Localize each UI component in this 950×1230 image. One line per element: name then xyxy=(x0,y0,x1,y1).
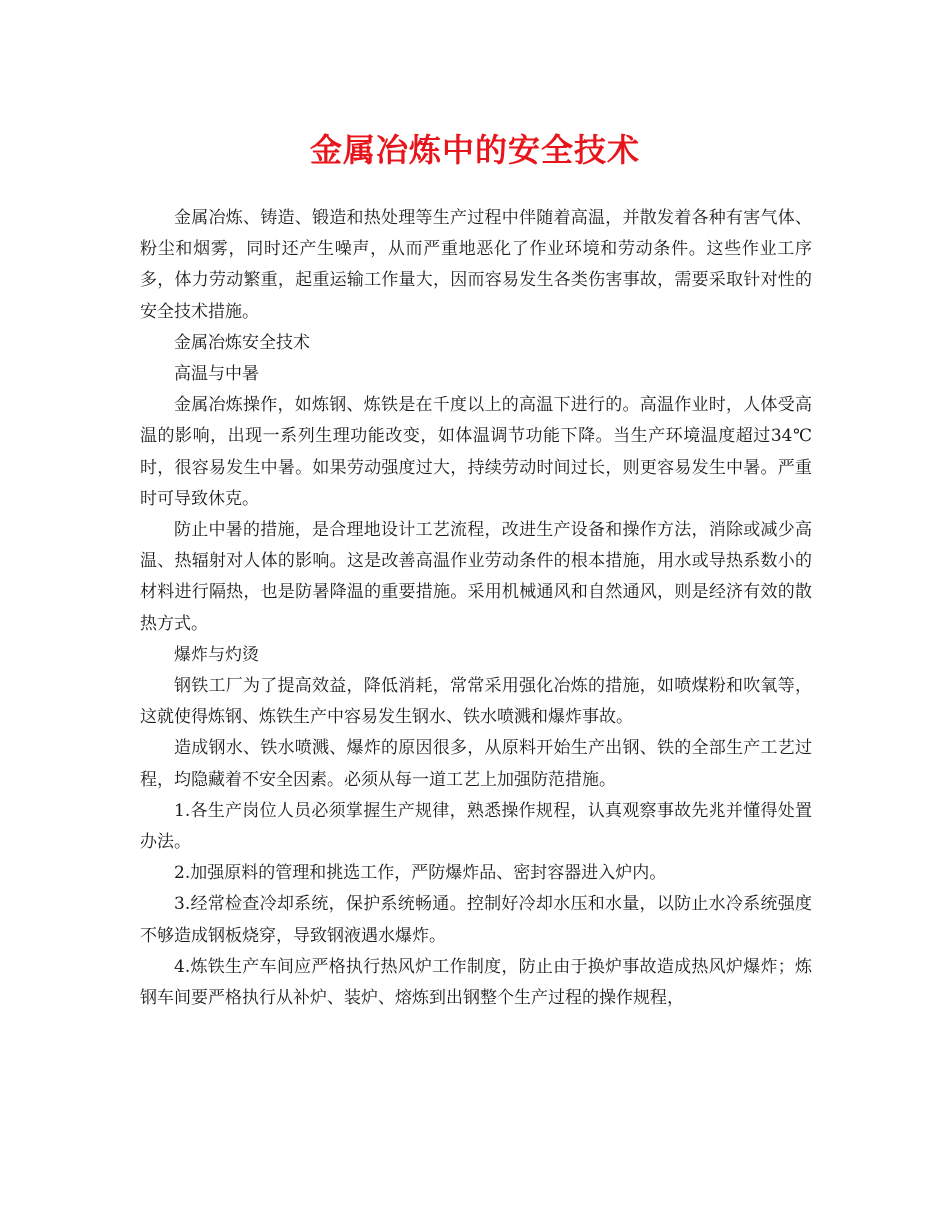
list-item: 2.加强原料的管理和挑选工作，严防爆炸品、密封容器进入炉内。 xyxy=(174,863,667,884)
list-item: 1.各生产岗位人员必须掌握生产规律，熟悉操作规程，认真观察事故先兆并懂得处置办法。 xyxy=(140,800,812,853)
document-title: 金属冶炼中的安全技术 xyxy=(309,131,640,169)
list-item: 3.经常检查冷却系统，保护系统畅通。控制好冷却水压和水量，以防止水冷系统强度不够造成钢板烧穿，导致钢液遇水爆炸。 xyxy=(140,894,812,946)
paragraph: 造成钢水、铁水喷溅、爆炸的原因很多，从原料开始生产出钢、铁的全部生产工艺过程，均隐藏着不安全因素。必须从每一道工艺上加强防范措施。 xyxy=(140,738,812,790)
list-item: 4.炼铁生产车间应严格执行热风炉工作制度，防止由于换炉事故造成热风炉爆炸；炼钢车间要严格执行从补炉、装炉、熔炼到出钢整个生产过程的操作规程， xyxy=(140,956,812,1009)
paragraph: 金属冶炼操作，如炼钢、炼铁是在千度以上的高温下进行的。高温作业时，人体受高温的影响，出现一系列生理功能改变，如体温调节功能下降。当生产环境温度超过34℃时，很容易发生中暑。如果劳动强度过大，持续劳动时间过长，则更容易发生中暑。严重时可导致休克。 xyxy=(140,395,812,509)
paragraph: 金属冶炼、铸造、锻造和热处理等生产过程中伴随着高温，并散发着各种有害气体、粉尘和烟雾，同时还产生噪声，从而严重地恶化了作业环境和劳动条件。这些作业工序多，体力劳动繁重，起重运输工作量大，因而容易发生各类伤害事故，需要采取针对性的安全技术措施。 xyxy=(140,208,812,322)
section-heading: 金属冶炼安全技术 xyxy=(174,332,310,353)
paragraph: 防止中暑的措施，是合理地设计工艺流程，改进生产设备和操作方法，消除或减少高温、热辐射对人体的影响。这是改善高温作业劳动条件的根本措施，用水或导热系数小的材料进行隔热，也是防暑降温的重要措施。采用机械通风和自然通风，则是经济有效的散热方式。 xyxy=(140,520,812,634)
subsection-heading: 高温与中暑 xyxy=(174,364,259,385)
paragraph: 钢铁工厂为了提高效益，降低消耗，常常采用强化冶炼的措施，如喷煤粉和吹氧等，这就使得炼钢、炼铁生产中容易发生钢水、铁水喷溅和爆炸事故。 xyxy=(140,676,812,728)
subsection-heading: 爆炸与灼烫 xyxy=(174,644,259,665)
document-body xyxy=(140,203,812,1014)
